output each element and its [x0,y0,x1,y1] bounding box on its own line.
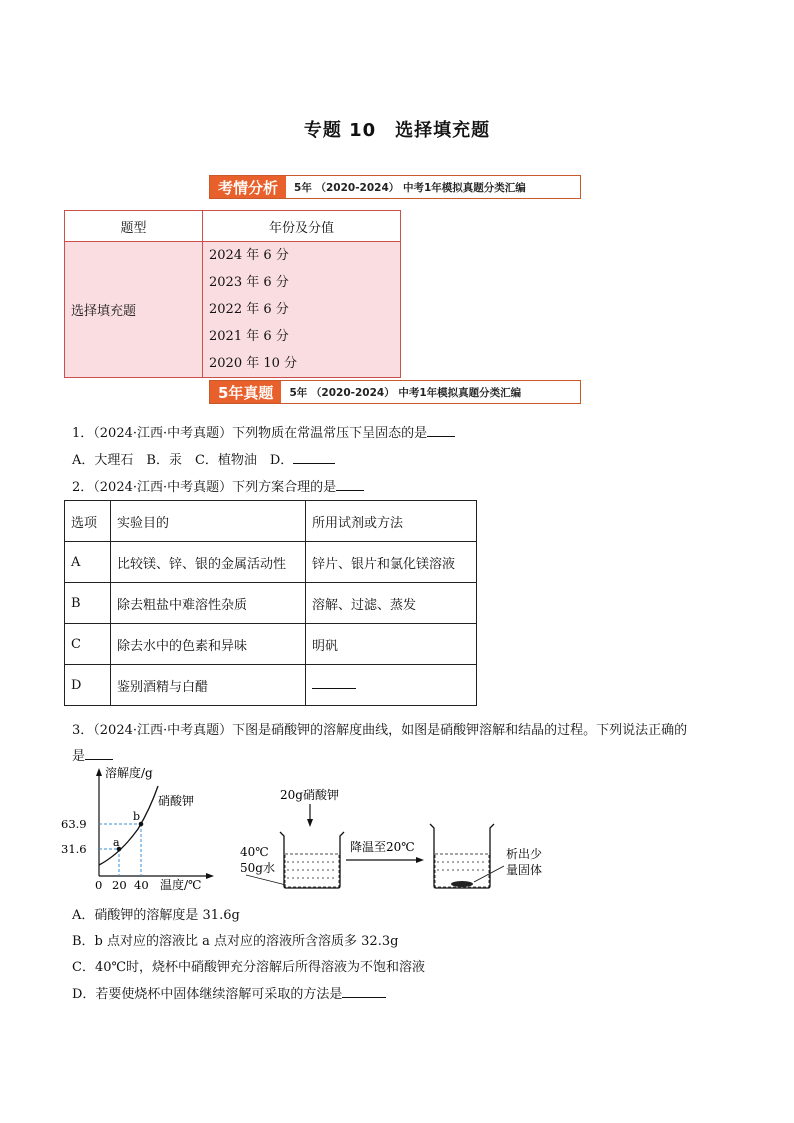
question-text: 1．（2024·江西·中考真题）下列物质在常温常压下呈固态的是 [72,426,428,441]
question-3-stem-cont [72,745,113,764]
table-row [65,624,477,665]
option-a: A．硝酸钾的溶解度是 31.6g [72,908,240,923]
add-solute-label: 20g硝酸钾 [280,788,339,802]
answer-blank[interactable] [312,678,356,689]
banner-text: 5年 （2020-2024） 中考1年模拟真题分类汇编 [294,181,526,194]
cell-option: A [65,542,111,583]
question-1-stem [72,422,455,441]
answer-blank[interactable] [342,987,386,998]
y-axis-label: 溶解度/g [105,766,153,780]
precipitate-label: 量固体 [506,863,543,877]
question-type-cell: 选择填充题 [65,242,203,378]
answer-blank[interactable] [336,480,364,491]
year-score: 2022 年 6 分 [209,302,289,317]
table-header: 所用试剂或方法 [306,501,477,542]
cell-method: 锌片、银片和氯化镁溶液 [306,542,477,583]
question-2-stem [72,476,364,495]
solubility-curve [99,786,158,865]
section-banner-exam [209,380,581,404]
right-beaker [430,824,494,888]
cell-purpose: 鉴别酒精与白醋 [111,665,306,706]
x-axis-arrow [206,873,214,879]
cell-purpose: 除去水中的色素和异味 [111,624,306,665]
option-c: C．40℃时，烧杯中硝酸钾充分溶解后所得溶液为不饱和溶液 [72,960,426,975]
answer-blank[interactable] [85,749,113,760]
table-header: 实验目的 [111,501,306,542]
cell-option: B [65,583,111,624]
question-1-options [72,449,335,468]
table-header: 题型 [65,211,203,242]
left-beaker [280,832,344,888]
cell-purpose: 比较镁、锌、银的金属活动性 [111,542,306,583]
precipitate-label: 析出少 [506,847,543,861]
cell-purpose: 除去粗盐中难溶性杂质 [111,583,306,624]
question-text: 2．（2024·江西·中考真题）下列方案合理的是 [72,480,337,495]
banner-text: 5年 （2020-2024） 中考1年模拟真题分类汇编 [289,386,522,399]
options-text: A．大理石 B．汞 C．植物油 D． [72,453,294,468]
cell-option: D [65,665,111,706]
x-tick-label: 40 [134,878,149,892]
answer-blank[interactable] [293,453,335,464]
y-axis-arrow [96,768,102,776]
table-row [65,542,477,583]
table-header: 选项 [65,501,111,542]
y-tick-label: 63.9 [61,817,87,831]
x-tick-label: 0 [95,878,103,892]
cell-method [306,665,477,706]
water-pointer [246,875,286,885]
option-b: B．b 点对应的溶液比 a 点对应的溶液所含溶质多 32.3g [72,934,399,949]
year-score: 2024 年 6 分 [209,248,289,263]
table-row [65,665,477,706]
x-tick-label: 20 [112,878,127,892]
process-step-label: 降温至20℃ [350,840,415,854]
temperature-label: 40℃ [240,845,269,859]
point-a-label: a [113,836,120,849]
banner-tag: 5年真题 [210,381,281,403]
cell-method: 明矾 [306,624,477,665]
answer-blank[interactable] [427,426,455,437]
option-d [72,983,386,1002]
precipitate-pointer [474,866,504,882]
crystallization-process-diagram [230,782,560,892]
option-text: D．若要使烧杯中固体继续溶解可采取的方法是 [72,987,343,1002]
section-banner-analysis [209,175,581,199]
process-arrow-head [416,857,424,863]
year-score: 2020 年 10 分 [209,356,298,371]
x-axis-label: 温度/℃ [160,878,202,892]
page-title: 专题 10 选择填充题 [303,120,491,141]
cell-option: C [65,624,111,665]
question-text: 是 [72,749,86,764]
question-3-stem: 3．（2024·江西·中考真题）下图是硝酸钾的溶解度曲线，如图是硝酸钾溶解和结晶的过程。下列说法正确的 [72,723,688,738]
year-score: 2023 年 6 分 [209,275,289,290]
point-b-label: b [133,810,141,823]
water-label: 50g水 [240,861,275,875]
y-tick-label: 31.6 [61,842,87,856]
solubility-curve-chart [60,764,220,894]
plan-table [64,500,477,706]
cell-method: 溶解、过滤、蒸发 [306,583,477,624]
table-header: 年份及分值 [203,211,401,242]
add-arrow-head [307,819,313,827]
precipitated-crystals [451,881,473,887]
banner-tag: 考情分析 [210,176,286,198]
year-score: 2021 年 6 分 [209,329,289,344]
exam-analysis-table [64,210,401,378]
curve-label: 硝酸钾 [158,794,195,808]
table-row [65,583,477,624]
